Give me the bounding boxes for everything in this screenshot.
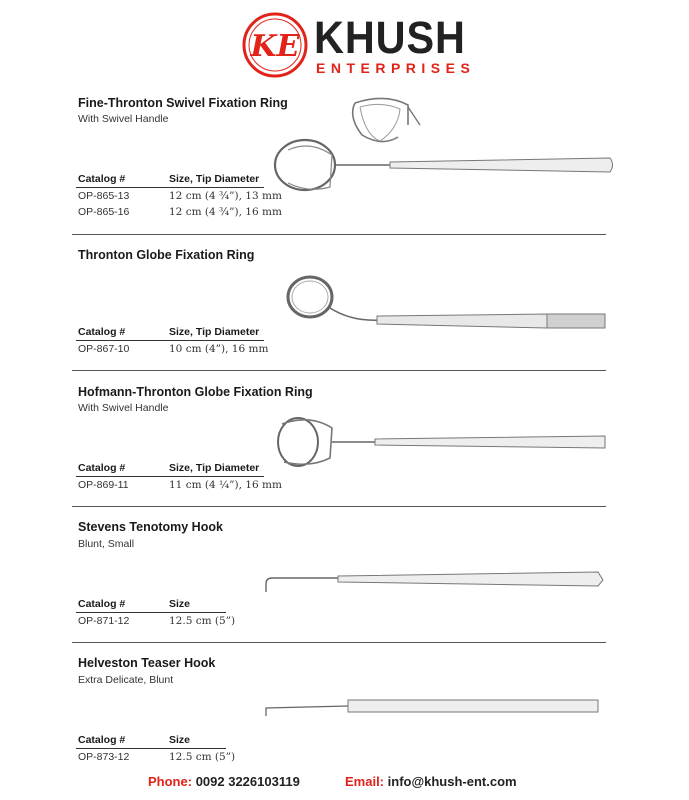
product-subtitle: Extra Delicate, Blunt xyxy=(78,674,174,686)
header-rule xyxy=(76,748,226,749)
section-divider xyxy=(72,370,606,371)
header-rule xyxy=(76,187,264,188)
size-header: Size xyxy=(169,598,191,610)
hofmann-fixation-ring-icon xyxy=(270,410,610,470)
size-value: 12 cm (4 ¾”), 16 mm xyxy=(169,206,282,218)
product-title: Thronton Globe Fixation Ring xyxy=(78,248,255,262)
product-title: Hofmann-Thronton Globe Fixation Ring xyxy=(78,385,313,399)
catalog-code: OP-867-10 xyxy=(78,343,130,355)
catalog-header: Catalog # xyxy=(78,326,126,338)
product-title: Helveston Teaser Hook xyxy=(78,656,216,670)
email-value[interactable]: info@khush-ent.com xyxy=(387,774,517,789)
phone-value[interactable]: 0092 3226103119 xyxy=(195,774,300,789)
size-value: 10 cm (4”), 16 mm xyxy=(169,343,269,355)
catalog-header: Catalog # xyxy=(78,173,126,185)
section-divider xyxy=(72,506,606,507)
catalog-code: OP-871-12 xyxy=(78,615,130,627)
brand-logo-icon xyxy=(242,12,308,78)
catalog-code: OP-869-11 xyxy=(78,479,129,491)
catalog-header: Catalog # xyxy=(78,598,126,610)
catalog-header: Catalog # xyxy=(78,734,126,746)
section-divider xyxy=(72,642,606,643)
phone-label: Phone: xyxy=(148,774,193,789)
footer-email xyxy=(345,774,517,790)
brand-monogram: KE xyxy=(250,29,300,64)
brand-name: KHUSH xyxy=(314,12,466,63)
header-rule xyxy=(76,340,264,341)
product-title: Stevens Tenotomy Hook xyxy=(78,520,223,534)
size-value: 12 cm (4 ¾”), 13 mm xyxy=(169,190,282,202)
product-title: Fine-Thronton Swivel Fixation Ring xyxy=(78,96,288,110)
teaser-hook-icon xyxy=(258,688,608,720)
size-header: Size, Tip Diameter xyxy=(169,326,260,338)
header-rule xyxy=(76,476,264,477)
section-divider xyxy=(72,234,606,235)
email-label: Email: xyxy=(345,774,385,789)
size-header: Size, Tip Diameter xyxy=(169,462,260,474)
product-subtitle: With Swivel Handle xyxy=(78,402,169,414)
size-value: 11 cm (4 ¼”), 16 mm xyxy=(169,479,282,491)
product-subtitle: With Swivel Handle xyxy=(78,113,169,125)
tenotomy-hook-icon xyxy=(258,566,608,596)
size-header: Size xyxy=(169,734,191,746)
swivel-fixation-ring-icon xyxy=(270,95,620,200)
header-rule xyxy=(76,612,226,613)
globe-fixation-ring-icon xyxy=(282,270,612,332)
size-value: 12.5 cm (5”) xyxy=(169,751,236,763)
size-value: 12.5 cm (5”) xyxy=(169,615,236,627)
catalog-code: OP-865-16 xyxy=(78,206,130,218)
product-subtitle: Blunt, Small xyxy=(78,538,135,550)
catalog-code: OP-865-13 xyxy=(78,190,130,202)
catalog-header: Catalog # xyxy=(78,462,126,474)
brand-tagline: ENTERPRISES xyxy=(316,60,476,76)
size-header: Size, Tip Diameter xyxy=(169,173,260,185)
catalog-code: OP-873-12 xyxy=(78,751,130,763)
footer-phone xyxy=(148,774,300,790)
